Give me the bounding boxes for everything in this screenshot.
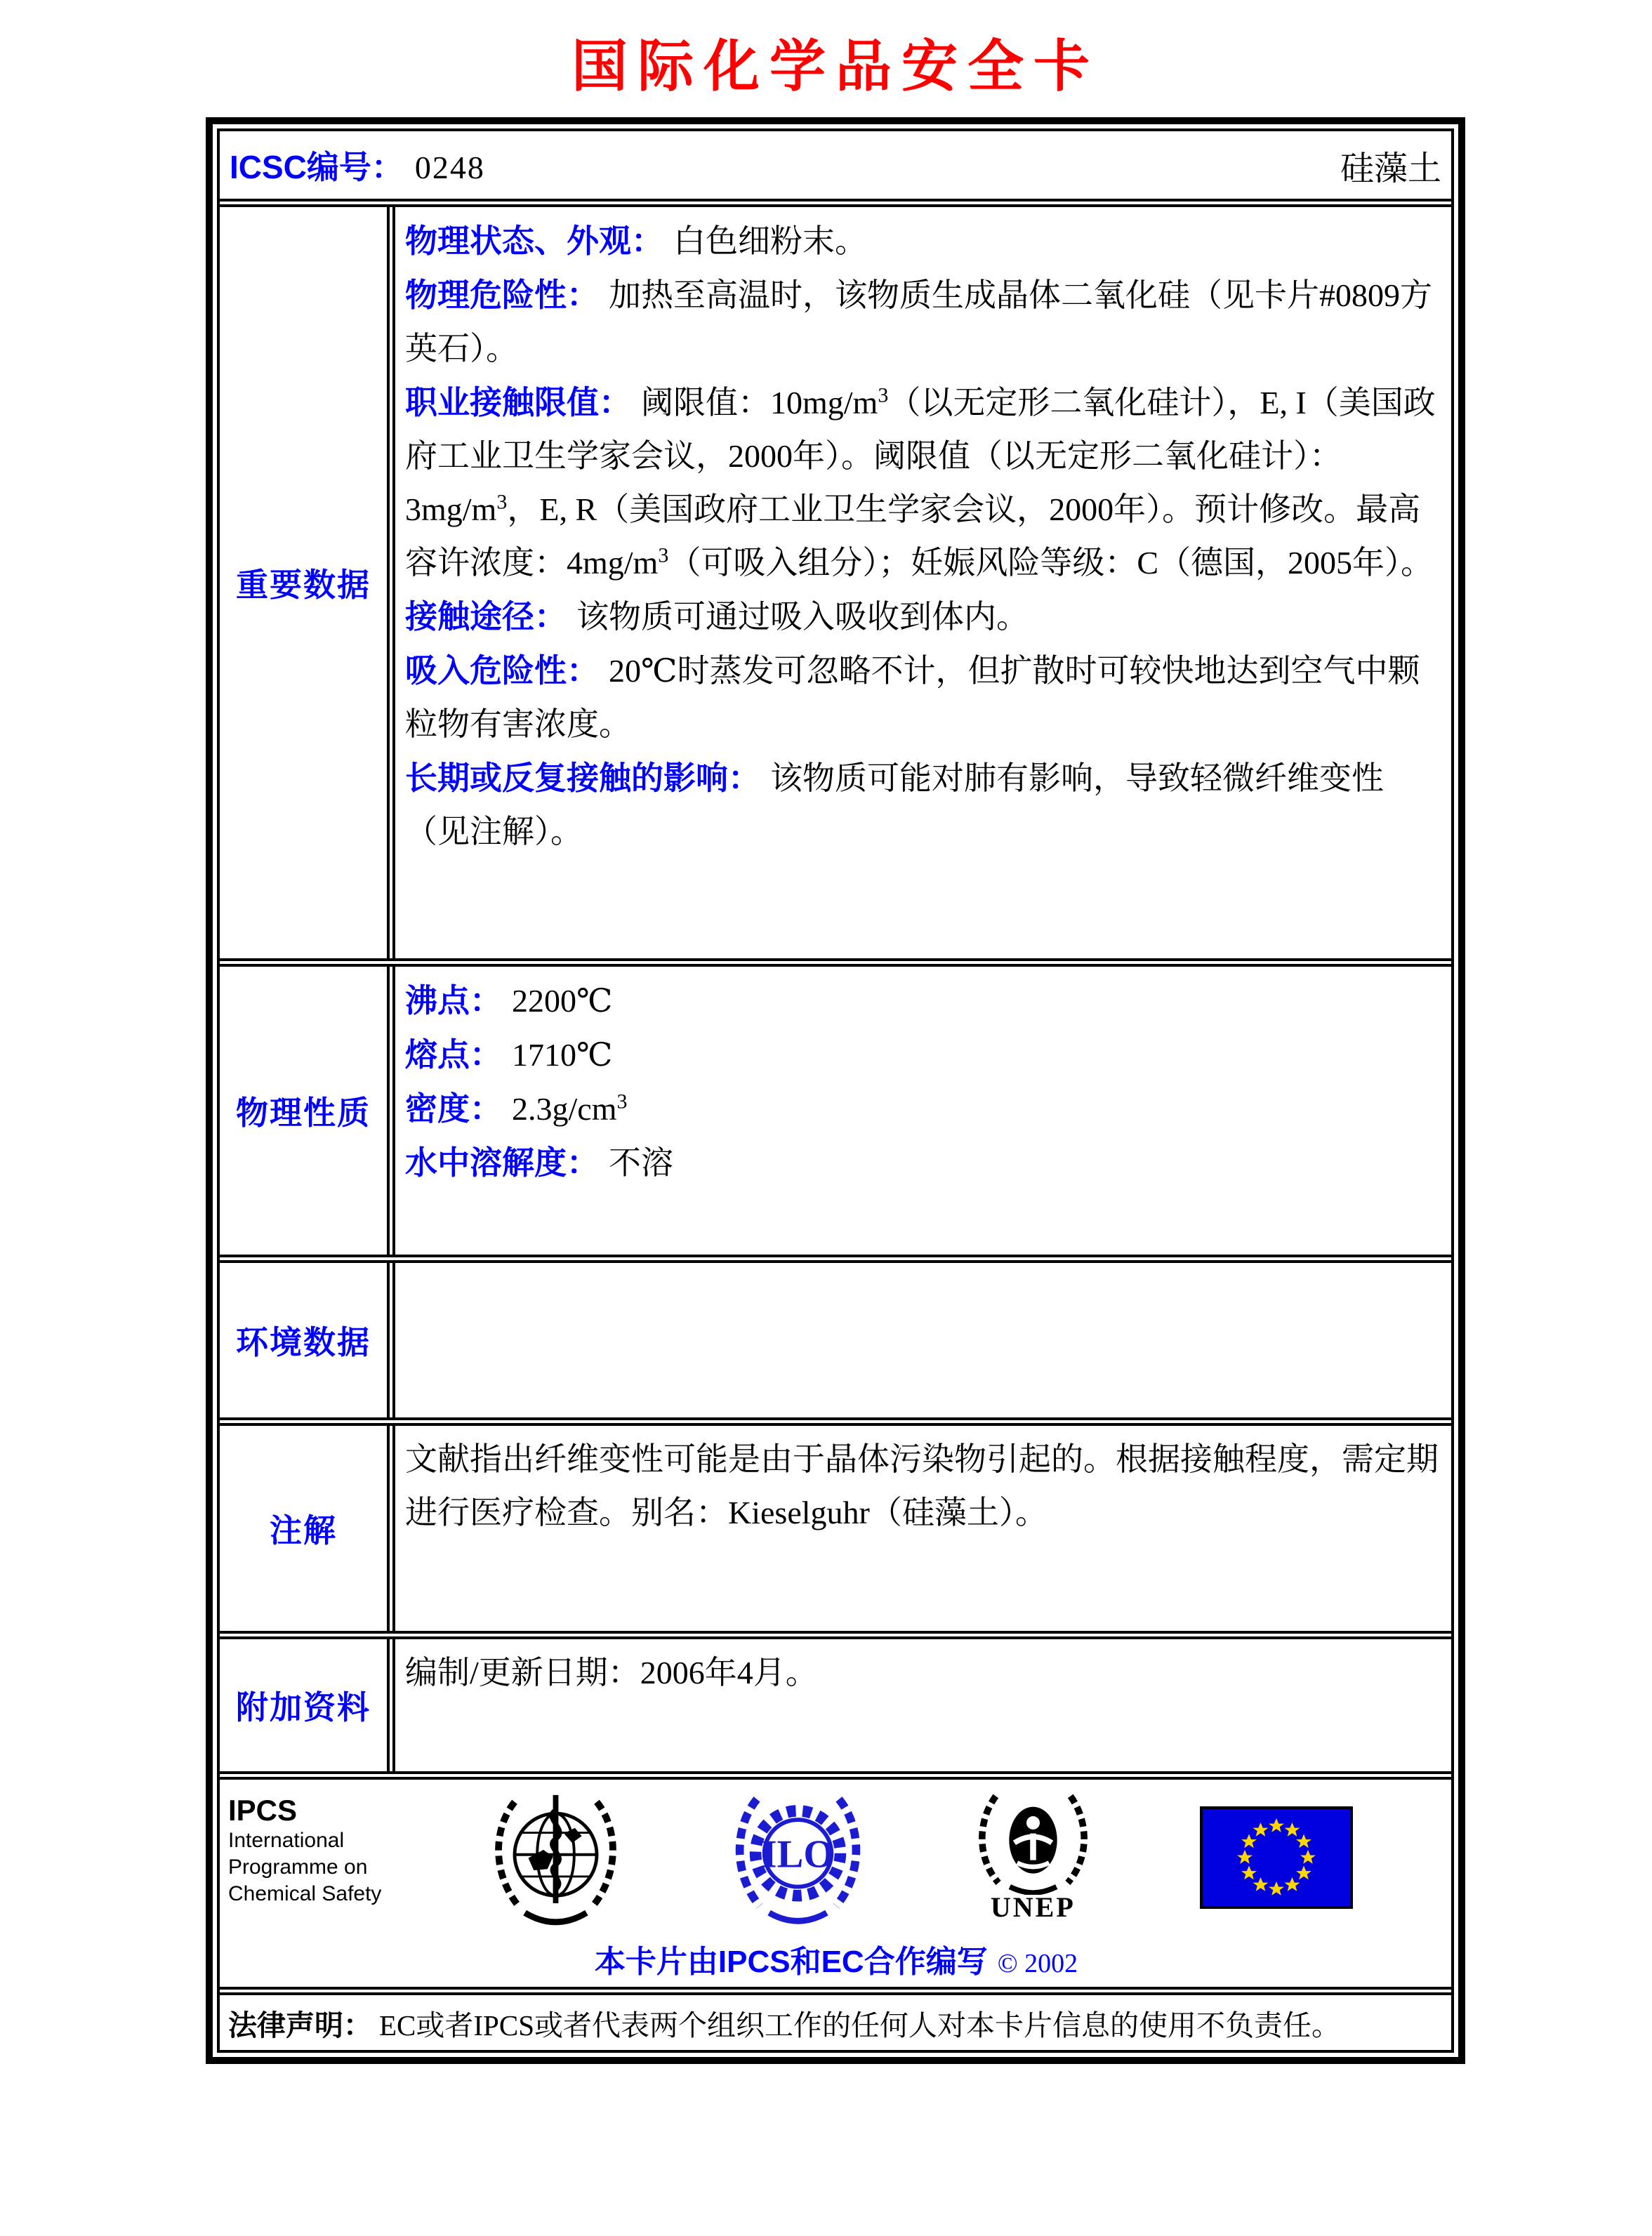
ipcs-line-1: International xyxy=(228,1829,345,1852)
section-content-physical xyxy=(395,967,1451,1255)
important-item-physical-state xyxy=(405,214,1440,268)
field-value: 白色细粉末。 xyxy=(673,223,867,259)
ipcs-line-3: Chemical Safety xyxy=(228,1882,382,1905)
section-notes xyxy=(220,1417,1451,1631)
chemical-name: 硅藻土 xyxy=(1340,150,1441,187)
physical-item-boiling-point xyxy=(405,974,1440,1028)
field-value: 阈限值：$10mg/m^3$（以无定形二氧化硅计），E, I（美国政府工业卫生学家会议，2000年）。阈限值（以无定形二氧化硅计）：$3mg/m^3$，E, R（美国政府工业卫生学家会议，2000年）。预计修改。最高容许浓度：$4mg/m^3$（可吸入组分）；妊娠风险等级：C（德国，2005年）。 xyxy=(405,383,1436,581)
section-label-environment: 环境数据 xyxy=(220,1263,395,1417)
field-label: 吸入危险性： xyxy=(405,652,599,689)
section-important-data xyxy=(220,199,1451,958)
card-header-row xyxy=(220,131,1451,199)
who-emblem-icon xyxy=(487,1790,624,1933)
ilo-monogram: ILO xyxy=(761,1832,835,1877)
unep-caption: UNEP xyxy=(990,1891,1076,1923)
legal-label: 法律声明： xyxy=(228,2009,372,2042)
section-label-notes: 注解 xyxy=(220,1426,395,1631)
eu-flag-icon xyxy=(1200,1806,1353,1909)
eu-flag-logo xyxy=(1200,1806,1353,1909)
field-label: 职业接触限值： xyxy=(405,384,631,421)
page xyxy=(206,0,1465,2064)
important-item-exposure-routes xyxy=(405,590,1440,644)
physical-item-melting-point xyxy=(405,1028,1440,1082)
section-label-important: 重要数据 xyxy=(220,207,395,958)
ilo-emblem-icon xyxy=(729,1790,866,1933)
section-content-additional xyxy=(395,1639,1451,1771)
field-label: 密度： xyxy=(405,1090,502,1127)
physical-item-density xyxy=(405,1082,1440,1136)
logos-strip xyxy=(228,1790,1444,1933)
copyright-text: © 2002 xyxy=(997,1949,1078,1978)
icsc-number-group xyxy=(230,142,485,188)
field-label: 物理状态、外观： xyxy=(405,223,663,259)
important-item-inhalation-risk xyxy=(405,644,1440,751)
section-additional-info xyxy=(220,1631,1451,1771)
field-value: $2.3g/cm^3$ xyxy=(512,1090,628,1127)
field-label: 沸点： xyxy=(405,982,502,1019)
field-value: 1710℃ xyxy=(512,1037,613,1073)
physical-item-water-solubility xyxy=(405,1136,1440,1190)
unep-emblem-icon xyxy=(972,1790,1095,1895)
page-title: 国际化学品安全卡 xyxy=(571,35,1099,98)
section-label-additional: 附加资料 xyxy=(220,1639,395,1771)
footer-logos-row xyxy=(220,1771,1451,1987)
ipcs-title: IPCS xyxy=(228,1794,298,1827)
field-value: 该物质可通过吸入吸收到体内。 xyxy=(576,599,1029,635)
notes-text: 文献指出纤维变性可能是由于晶体污染物引起的。根据接触程度，需定期进行医疗检查。别名：Kieselguhr（硅藻土）。 xyxy=(405,1441,1439,1530)
section-content-environment xyxy=(395,1263,1451,1417)
field-label: 接触途径： xyxy=(405,598,567,635)
additional-text: 编制/更新日期：2006年4月。 xyxy=(405,1655,818,1691)
credit-line xyxy=(228,1936,1444,1981)
important-item-physical-danger xyxy=(405,268,1440,376)
ipcs-text-block xyxy=(228,1790,381,1907)
section-environmental-data xyxy=(220,1255,1451,1417)
credit-text: 本卡片由IPCS和EC合作编写 xyxy=(594,1945,988,1979)
legal-text: EC或者IPCS或者代表两个组织工作的任何人对本卡片信息的使用不负责任。 xyxy=(379,2009,1340,2042)
field-value: 20℃时蒸发可忽略不计，但扩散时可较快地达到空气中颗粒物有害浓度。 xyxy=(405,653,1420,742)
section-content-notes xyxy=(395,1426,1451,1631)
section-physical-properties xyxy=(220,958,1451,1255)
field-label: 水中溶解度： xyxy=(405,1144,599,1181)
field-value: 该物质可能对肺有影响，导致轻微纤维变性（见注解）。 xyxy=(405,760,1384,849)
legal-row xyxy=(220,1987,1451,2050)
field-label: 长期或反复接触的影响： xyxy=(405,760,760,796)
field-value: 不溶 xyxy=(609,1145,673,1181)
field-label: 物理危险性： xyxy=(405,277,599,313)
field-label: 熔点： xyxy=(405,1036,502,1073)
field-value: 2200℃ xyxy=(512,983,613,1019)
icsc-card xyxy=(206,117,1465,2064)
ilo-logo xyxy=(729,1790,866,1933)
important-item-long-term-effects xyxy=(405,751,1440,859)
ipcs-line-2: Programme on xyxy=(228,1855,368,1879)
section-label-physical: 物理性质 xyxy=(220,967,395,1255)
important-item-occupational-limits xyxy=(405,376,1440,590)
section-content-important xyxy=(395,207,1451,958)
icsc-number-label: ICSC编号： xyxy=(230,149,404,185)
who-logo xyxy=(487,1790,624,1933)
unep-logo xyxy=(972,1790,1095,1924)
icsc-number-value: 0248 xyxy=(414,150,485,185)
field-value: 加热至高温时，该物质生成晶体二氧化硅（见卡片#0809方英石）。 xyxy=(405,277,1432,366)
